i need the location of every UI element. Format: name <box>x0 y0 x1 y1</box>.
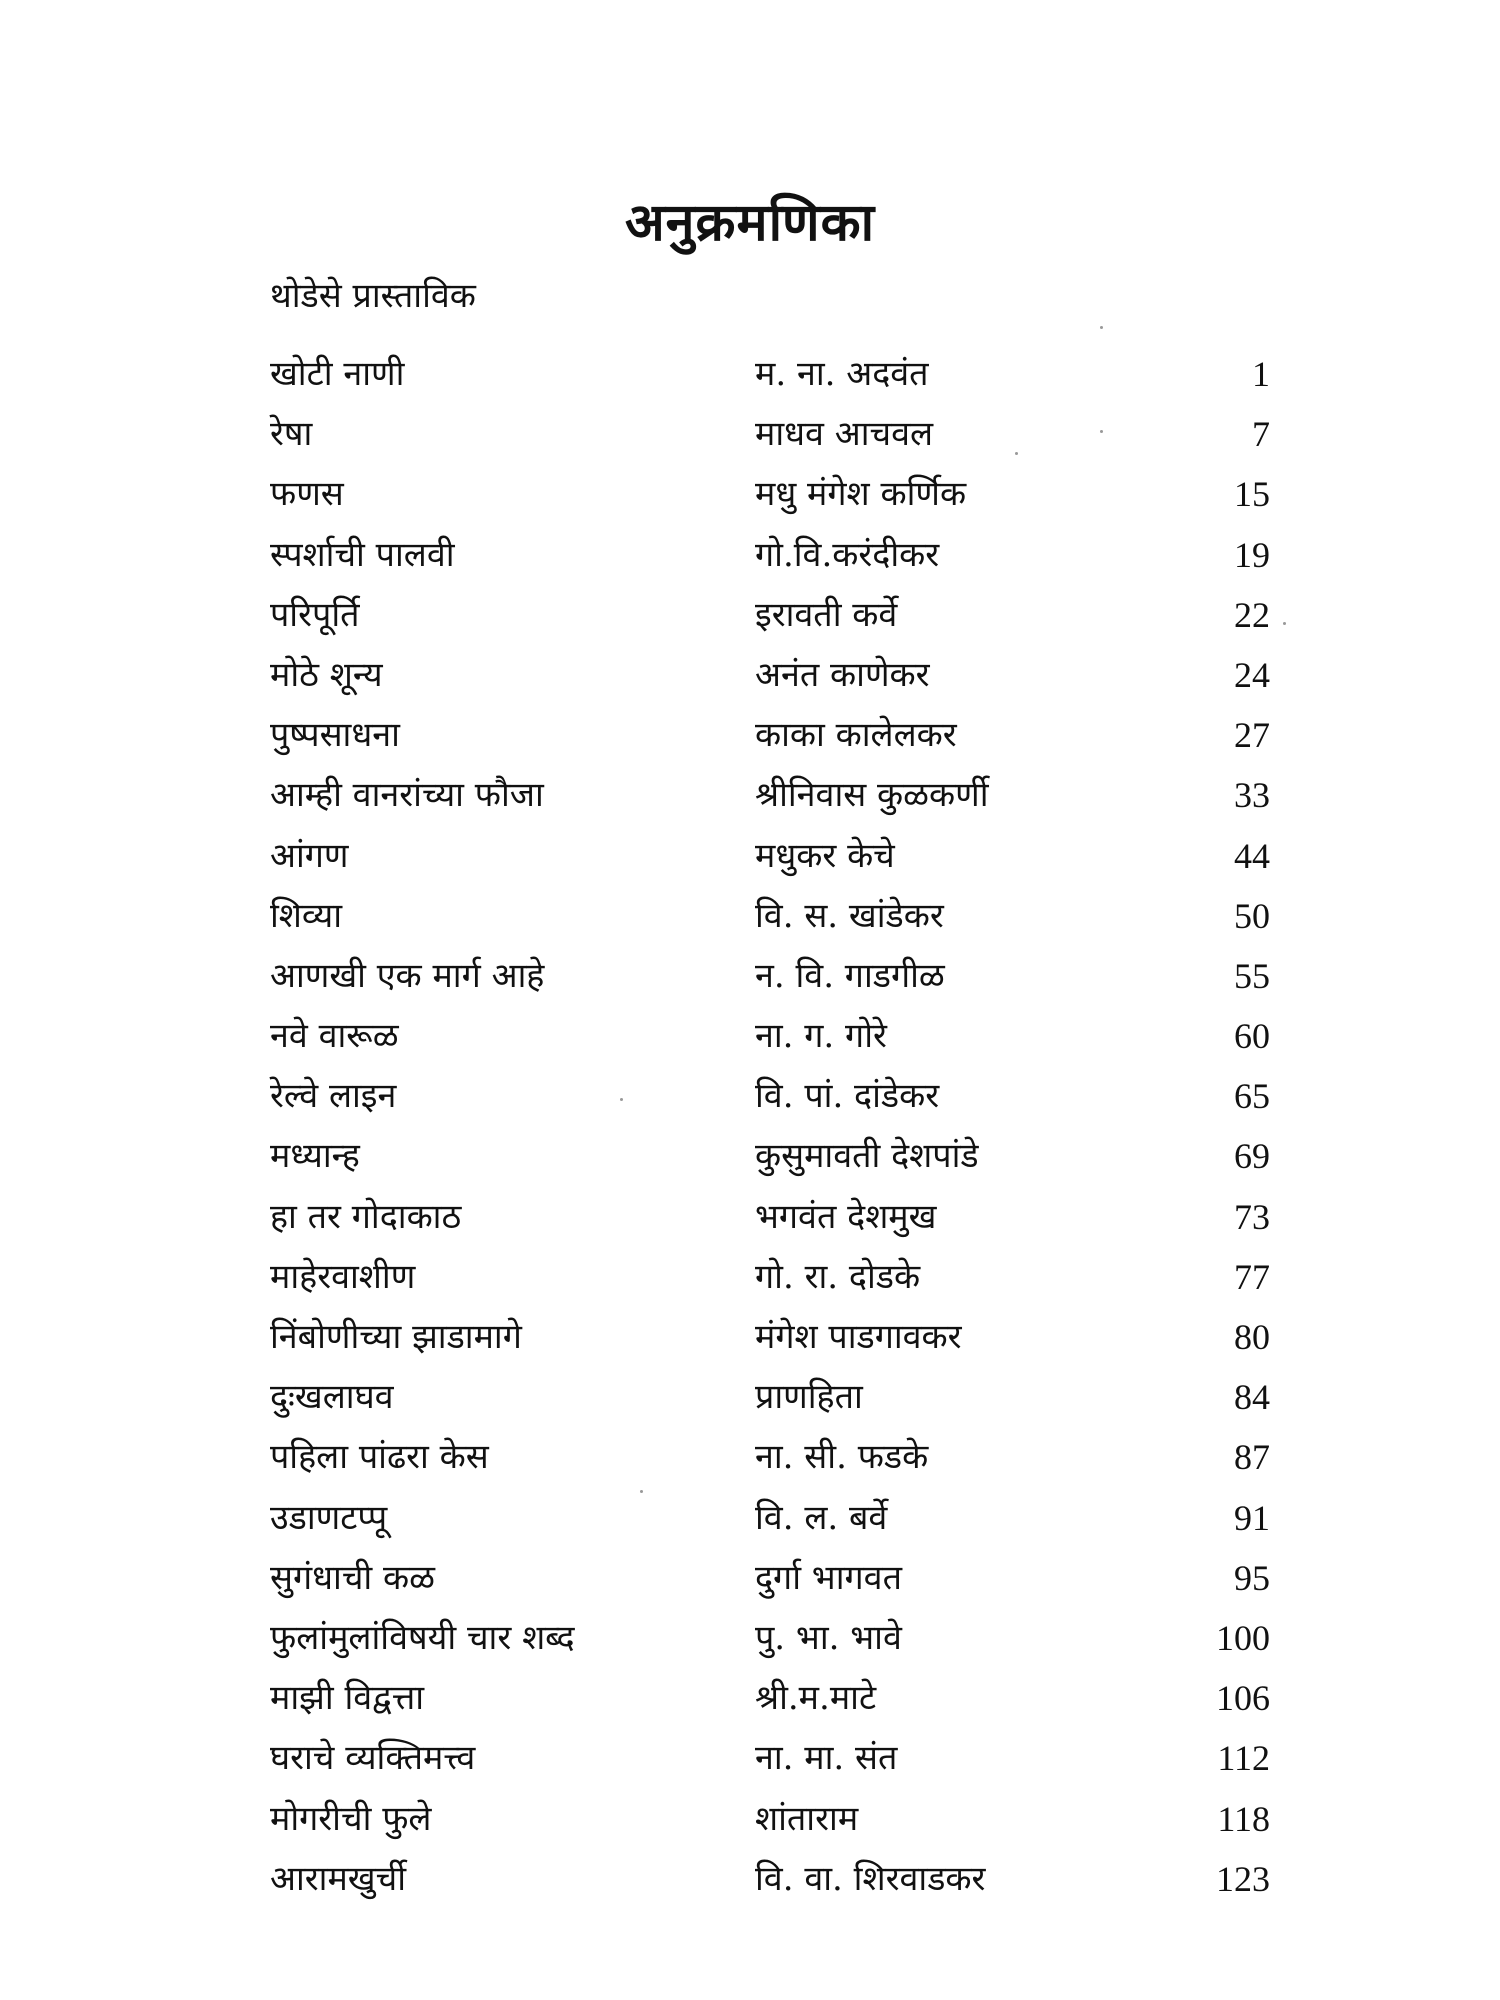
toc-page-number: 73 <box>1234 1196 1270 1237</box>
toc-page-number: 112 <box>1217 1738 1270 1779</box>
toc-author: गो. रा. दोडके <box>755 1256 921 1297</box>
toc-page-number: 65 <box>1234 1076 1270 1117</box>
toc-title: दुःखलाघव <box>270 1377 394 1418</box>
toc-row <box>270 1193 1270 1253</box>
toc-page-number: 24 <box>1234 654 1270 695</box>
toc-author: काका कालेलकर <box>755 715 957 756</box>
toc-page-number: 106 <box>1216 1678 1270 1719</box>
toc-row <box>270 1855 1270 1915</box>
toc-title: आम्ही वानरांच्या फौजा <box>270 775 544 816</box>
toc-row <box>270 1072 1270 1132</box>
toc-title: मोठे शून्य <box>270 654 383 695</box>
toc-row <box>270 1734 1270 1794</box>
toc-title: परिपूर्ति <box>270 594 360 635</box>
toc-row <box>270 350 1270 410</box>
toc-row <box>270 771 1270 831</box>
toc-row <box>270 410 1270 470</box>
toc-title: माझी विद्वत्ता <box>270 1678 425 1719</box>
toc-title: निंबोणीच्या झाडामागे <box>270 1317 522 1357</box>
toc-row <box>270 952 1270 1012</box>
toc-row <box>270 1433 1270 1493</box>
toc-page-number: 69 <box>1234 1136 1270 1177</box>
toc-row <box>270 531 1270 591</box>
toc-title: आरामखुर्ची <box>270 1858 406 1899</box>
toc-row <box>270 892 1270 952</box>
print-speck <box>1100 430 1103 433</box>
toc-title: खोटी नाणी <box>270 354 405 394</box>
toc-page-number: 87 <box>1234 1437 1270 1478</box>
toc-author: वि. वा. शिरवाडकर <box>755 1858 986 1899</box>
toc-title: मोगरीची फुले <box>270 1798 432 1839</box>
print-speck <box>620 1098 623 1101</box>
toc-title: स्पर्शाची पालवी <box>270 534 455 575</box>
toc-page-number: 50 <box>1234 895 1270 936</box>
toc-row <box>270 711 1270 771</box>
toc-title: रेषा <box>270 414 313 455</box>
toc-page-number: 84 <box>1234 1377 1270 1418</box>
toc-page-number: 80 <box>1234 1317 1270 1357</box>
print-speck <box>1283 622 1286 625</box>
print-speck <box>1015 452 1018 455</box>
toc-author: न. वि. गाडगीळ <box>755 955 945 996</box>
toc-page-number: 123 <box>1216 1858 1270 1899</box>
toc-author: दुर्गा भागवत <box>755 1557 902 1598</box>
toc-row <box>270 1132 1270 1192</box>
toc-page-number: 118 <box>1217 1798 1270 1839</box>
toc-page-number: 91 <box>1234 1497 1270 1538</box>
toc-author: मधुकर केचे <box>755 835 895 876</box>
page-title: अनुक्रमणिका <box>624 193 876 253</box>
toc-row <box>270 470 1270 530</box>
toc-title: शिव्या <box>270 895 343 936</box>
toc-title: उडाणटप्पू <box>270 1497 388 1538</box>
toc-title: फुलांमुलांविषयी चार शब्द <box>270 1617 575 1658</box>
toc-page-number: 22 <box>1234 594 1270 635</box>
toc-page-number: 7 <box>1252 414 1270 455</box>
toc-page-number: 44 <box>1234 835 1270 876</box>
toc-title: पुष्पसाधना <box>270 715 400 756</box>
toc-page-number: 55 <box>1234 955 1270 996</box>
toc-row <box>270 651 1270 711</box>
toc-row <box>270 1795 1270 1855</box>
toc-page-number: 60 <box>1234 1016 1270 1057</box>
toc-author: ना. सी. फडके <box>755 1437 929 1478</box>
toc-author: पु. भा. भावे <box>755 1617 902 1658</box>
toc-title: मध्यान्ह <box>270 1136 360 1177</box>
toc-row <box>270 1674 1270 1734</box>
toc-author: शांताराम <box>755 1798 859 1839</box>
toc-author: वि. ल. बर्वे <box>755 1497 888 1538</box>
toc-list <box>270 350 1270 1915</box>
toc-author: भगवंत देशमुख <box>755 1196 937 1237</box>
toc-title: पहिला पांढरा केस <box>270 1437 489 1478</box>
toc-row <box>270 1614 1270 1674</box>
toc-title: माहेरवाशीण <box>270 1256 416 1297</box>
print-speck <box>640 1490 643 1493</box>
toc-author: मंगेश पाडगावकर <box>755 1317 962 1357</box>
toc-author: वि. पां. दांडेकर <box>755 1076 940 1117</box>
print-speck <box>1100 326 1103 329</box>
toc-page-number: 33 <box>1234 775 1270 816</box>
toc-page-number: 77 <box>1234 1256 1270 1297</box>
toc-author: श्रीनिवास कुळकर्णी <box>755 775 989 816</box>
toc-author: वि. स. खांडेकर <box>755 895 944 936</box>
toc-title: घराचे व्यक्तिमत्त्व <box>270 1738 476 1779</box>
toc-row <box>270 591 1270 651</box>
toc-page-number: 95 <box>1234 1557 1270 1598</box>
toc-page-number: 15 <box>1234 474 1270 515</box>
toc-title: सुगंधाची कळ <box>270 1557 435 1598</box>
toc-author: म. ना. अदवंत <box>755 354 929 394</box>
toc-title: फणस <box>270 474 344 515</box>
toc-author: प्राणहिता <box>755 1377 863 1418</box>
toc-title: हा तर गोदाकाठ <box>270 1196 462 1237</box>
toc-row <box>270 1012 1270 1072</box>
toc-page-number: 1 <box>1252 354 1270 394</box>
toc-author: कुसुमावती देशपांडे <box>755 1136 979 1177</box>
intro-entry: थोडेसे प्रास्ताविक <box>270 276 476 316</box>
toc-row <box>270 1253 1270 1313</box>
toc-author: इरावती कर्वे <box>755 594 898 635</box>
toc-row <box>270 1313 1270 1373</box>
toc-row <box>270 1554 1270 1614</box>
toc-title: रेल्वे लाइन <box>270 1076 397 1117</box>
toc-row <box>270 832 1270 892</box>
toc-title: आणखी एक मार्ग आहे <box>270 955 545 996</box>
toc-author: ना. ग. गोरे <box>755 1016 887 1057</box>
toc-row <box>270 1494 1270 1554</box>
toc-page-number: 100 <box>1216 1617 1270 1658</box>
toc-title: आंगण <box>270 835 349 876</box>
toc-page-number: 27 <box>1234 715 1270 756</box>
toc-author: मधु मंगेश कर्णिक <box>755 474 967 515</box>
toc-title: नवे वारूळ <box>270 1016 399 1057</box>
toc-author: ना. मा. संत <box>755 1738 898 1779</box>
toc-page-number: 19 <box>1234 534 1270 575</box>
toc-author: माधव आचवल <box>755 414 934 455</box>
toc-author: गो.वि.करंदीकर <box>755 534 940 575</box>
toc-author: श्री.म.माटे <box>755 1678 877 1719</box>
toc-row <box>270 1373 1270 1433</box>
toc-author: अनंत काणेकर <box>755 654 930 695</box>
